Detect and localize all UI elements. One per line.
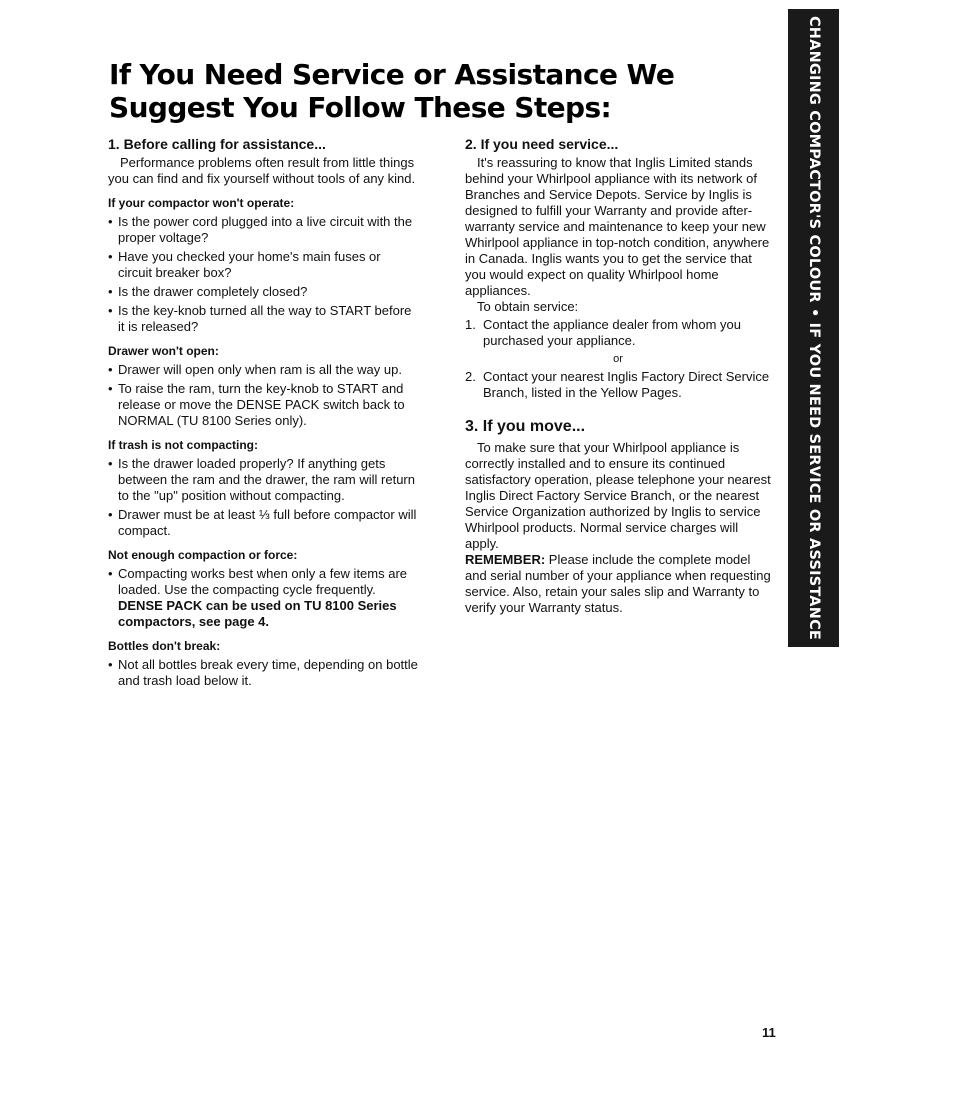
before-calling-intro: Performance problems often result from little things you can find and fix yourself without tools of any kind. <box>108 155 416 186</box>
or-separator: or <box>613 353 623 365</box>
service-steps-2 <box>465 369 771 401</box>
obtain-service-label: To obtain service: <box>477 299 579 314</box>
not-compacting-heading: If trash is not compacting: <box>108 438 259 452</box>
list-item <box>108 566 418 630</box>
section-side-tab <box>788 9 839 647</box>
page-title <box>109 58 729 124</box>
drawer-wont-open-list <box>108 362 418 429</box>
list-item <box>465 369 771 401</box>
section-spacer <box>465 403 771 419</box>
right-column <box>465 136 771 616</box>
remember-text: Please include the complete model and serial number of your appliance when requesting service. Also, retain your sales slip and Warranty to verify your Warranty status. <box>465 552 771 615</box>
bottles-dont-break-heading: Bottles don't break: <box>108 639 221 653</box>
need-service-heading: 2. If you need service... <box>465 136 619 152</box>
list-item: • To raise the ram, turn the key-knob to START and release or move the DENSE PACK switch back to NORMAL (TU 8100 Series only). <box>108 381 418 429</box>
side-tab-text: CHANGING COMPACTOR'S COLOUR • IF YOU NEED SERVICE OR ASSISTANCE <box>805 15 822 641</box>
remember-paragraph <box>465 552 771 616</box>
dense-pack-note: DENSE PACK can be used on TU 8100 Series compactors, see page 4. <box>118 598 397 629</box>
list-item: • Is the drawer completely closed? <box>108 284 418 300</box>
service-step-text: Contact your nearest Inglis Factory Direct Service Branch, listed in the Yellow Pages. <box>483 369 770 400</box>
not-compacting-list <box>108 456 418 539</box>
list-item: • Is the power cord plugged into a live circuit with the proper voltage? <box>108 214 418 246</box>
wont-operate-heading: If your compactor won't operate: <box>108 196 295 210</box>
page-title-line-1: If You Need Service or Assistance We <box>109 58 675 91</box>
before-calling-heading: 1. Before calling for assistance... <box>108 136 326 152</box>
list-item <box>465 317 771 349</box>
page-title-line-2: Suggest You Follow These Steps: <box>109 91 612 124</box>
left-column <box>108 136 418 692</box>
service-step-text: Contact the appliance dealer from whom you purchased your appliance. <box>483 317 741 348</box>
move-paragraph: To make sure that your Whirlpool appliance is correctly installed and to ensure its continued satisfactory operation, please telephone your nearest Inglis Direct Factory Service Branch, or the nearest Service Organization authorized by Inglis to service Whirlpool products. Normal service charges will apply. <box>465 440 771 551</box>
list-item: • Drawer will open only when ram is all the way up. <box>108 362 418 378</box>
not-enough-compaction-list <box>108 566 418 630</box>
list-item: • Is the key-knob turned all the way to START before it is released? <box>108 303 418 335</box>
service-steps <box>465 317 771 349</box>
service-paragraph: It's reassuring to know that Inglis Limited stands behind your Whirlpool appliance with its network of Branches and Service Depots. Service by Inglis is designed to fulfill your Warranty and provide after-warranty service and maintenance to keep your new Whirlpool appliance in top-notch condition, anywhere in Canada. Inglis wants you to get the service that you would expect on quality Whirlpool home appliances. <box>465 155 770 298</box>
compaction-tip-text: Compacting works best when only a few items are loaded. Use the compacting cycle frequently. <box>118 566 408 597</box>
list-item: • Drawer must be at least ⅓ full before compactor will compact. <box>108 507 418 539</box>
if-you-move-heading: 3. If you move... <box>465 418 586 435</box>
remember-label: REMEMBER: <box>465 552 546 567</box>
list-item: • Is the drawer loaded properly? If anything gets between the ram and the drawer, the ram will return to the "up" position without compacting. <box>108 456 418 504</box>
drawer-wont-open-heading: Drawer won't open: <box>108 344 219 358</box>
list-item: • Have you checked your home's main fuses or circuit breaker box? <box>108 249 418 281</box>
not-enough-compaction-heading: Not enough compaction or force: <box>108 548 298 562</box>
page-number: 11 <box>762 1025 776 1040</box>
wont-operate-list <box>108 214 418 335</box>
list-item: • Not all bottles break every time, depending on bottle and trash load below it. <box>108 657 418 689</box>
bottles-dont-break-list <box>108 657 418 689</box>
